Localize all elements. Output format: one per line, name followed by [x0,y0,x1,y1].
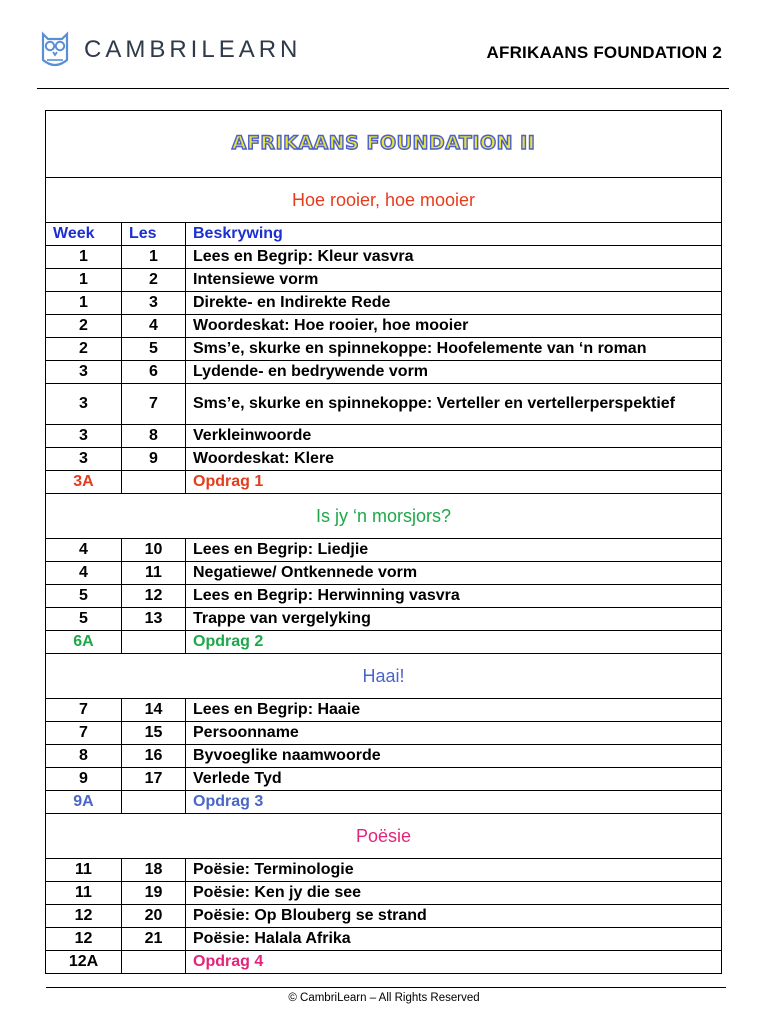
table-title-row [46,111,722,178]
les-cell: 21 [122,928,186,951]
lesson-row [46,745,722,768]
section-heading: Haai! [46,654,722,699]
lesson-row [46,246,722,269]
header-divider [37,88,729,89]
lesson-row [46,269,722,292]
les-cell: 3 [122,292,186,315]
description-cell: Lydende- en bedrywende vorm [186,361,722,384]
week-cell: 9 [46,768,122,791]
section-heading-row [46,494,722,539]
column-header-beskrywing: Beskrywing [186,223,722,246]
description-cell: Poësie: Terminologie [186,859,722,882]
week-cell: 3 [46,448,122,471]
column-header-week: Week [46,223,122,246]
week-cell: 11 [46,882,122,905]
week-cell: 1 [46,246,122,269]
les-cell [122,471,186,494]
column-header-les: Les [122,223,186,246]
description-cell: Opdrag 4 [186,951,722,974]
lesson-row [46,361,722,384]
section-heading: Is jy ‘n morsjors? [46,494,722,539]
lesson-row [46,859,722,882]
section-heading: Hoe rooier, hoe mooier [46,178,722,223]
section-heading-row [46,814,722,859]
description-cell: Lees en Begrip: Herwinning vasvra [186,585,722,608]
week-cell: 12 [46,928,122,951]
lesson-row [46,425,722,448]
week-cell: 12A [46,951,122,974]
les-cell: 6 [122,361,186,384]
les-cell [122,951,186,974]
description-cell: Lees en Begrip: Haaie [186,699,722,722]
lesson-row [46,585,722,608]
week-cell: 4 [46,539,122,562]
description-cell: Sms’e, skurke en spinnekoppe: Hoofelemente van ‘n roman [186,338,722,361]
les-cell: 12 [122,585,186,608]
assignment-row [46,791,722,814]
course-schedule-table [45,110,722,974]
les-cell: 8 [122,425,186,448]
week-cell: 11 [46,859,122,882]
les-cell: 4 [122,315,186,338]
description-cell: Poësie: Halala Afrika [186,928,722,951]
les-cell: 14 [122,699,186,722]
les-cell: 7 [122,384,186,425]
lesson-row [46,882,722,905]
les-cell: 5 [122,338,186,361]
week-cell: 2 [46,338,122,361]
footer-divider [46,987,726,988]
week-cell: 3 [46,384,122,425]
description-cell: Intensiewe vorm [186,269,722,292]
section-heading: Poësie [46,814,722,859]
lesson-row [46,384,722,425]
les-cell: 19 [122,882,186,905]
description-cell: Verlede Tyd [186,768,722,791]
les-cell: 11 [122,562,186,585]
les-cell: 9 [122,448,186,471]
section-heading-row [46,654,722,699]
week-cell: 7 [46,699,122,722]
les-cell: 13 [122,608,186,631]
lesson-row [46,539,722,562]
document-title: AFRIKAANS FOUNDATION 2 [486,43,722,62]
week-cell: 4 [46,562,122,585]
description-cell: Poësie: Ken jy die see [186,882,722,905]
description-cell: Direkte- en Indirekte Rede [186,292,722,315]
description-cell: Lees en Begrip: Liedjie [186,539,722,562]
section-heading-row [46,178,722,223]
lesson-row [46,722,722,745]
lesson-row [46,562,722,585]
description-cell: Negatiewe/ Ontkennede vorm [186,562,722,585]
week-cell: 12 [46,905,122,928]
les-cell: 17 [122,768,186,791]
assignment-row [46,471,722,494]
les-cell: 2 [122,269,186,292]
description-cell: Trappe van vergelyking [186,608,722,631]
assignment-row [46,631,722,654]
page-header [0,0,768,90]
description-cell: Opdrag 2 [186,631,722,654]
les-cell: 15 [122,722,186,745]
owl-icon [38,30,72,70]
les-cell [122,631,186,654]
description-cell: Poësie: Op Blouberg se strand [186,905,722,928]
week-cell: 6A [46,631,122,654]
lesson-row [46,608,722,631]
column-header-row [46,223,722,246]
lesson-row [46,699,722,722]
brand-name: CAMBRILEARN [84,36,302,63]
description-cell: Lees en Begrip: Kleur vasvra [186,246,722,269]
les-cell [122,791,186,814]
table-title-cell [46,111,722,178]
description-cell: Opdrag 3 [186,791,722,814]
copyright-footer: © CambriLearn – All Rights Reserved [288,992,480,1004]
description-cell: Woordeskat: Hoe rooier, hoe mooier [186,315,722,338]
week-cell: 3A [46,471,122,494]
description-cell: Byvoeglike naamwoorde [186,745,722,768]
les-cell: 10 [122,539,186,562]
lesson-row [46,928,722,951]
lesson-row [46,315,722,338]
week-cell: 2 [46,315,122,338]
lesson-row [46,905,722,928]
lesson-row [46,768,722,791]
les-cell: 18 [122,859,186,882]
description-cell: Opdrag 1 [186,471,722,494]
course-title: AFRIKAANS FOUNDATION II [231,132,536,154]
week-cell: 9A [46,791,122,814]
lesson-row [46,338,722,361]
description-cell: Sms’e, skurke en spinnekoppe: Verteller en vertellerperspektief [186,384,722,425]
description-cell: Persoonname [186,722,722,745]
les-cell: 20 [122,905,186,928]
week-cell: 1 [46,269,122,292]
les-cell: 16 [122,745,186,768]
lesson-row [46,292,722,315]
cambrilearn-logo [38,30,301,70]
les-cell: 1 [122,246,186,269]
week-cell: 8 [46,745,122,768]
lesson-row [46,448,722,471]
assignment-row [46,951,722,974]
week-cell: 7 [46,722,122,745]
description-cell: Woordeskat: Klere [186,448,722,471]
week-cell: 3 [46,425,122,448]
week-cell: 5 [46,608,122,631]
week-cell: 1 [46,292,122,315]
week-cell: 5 [46,585,122,608]
week-cell: 3 [46,361,122,384]
description-cell: Verkleinwoorde [186,425,722,448]
